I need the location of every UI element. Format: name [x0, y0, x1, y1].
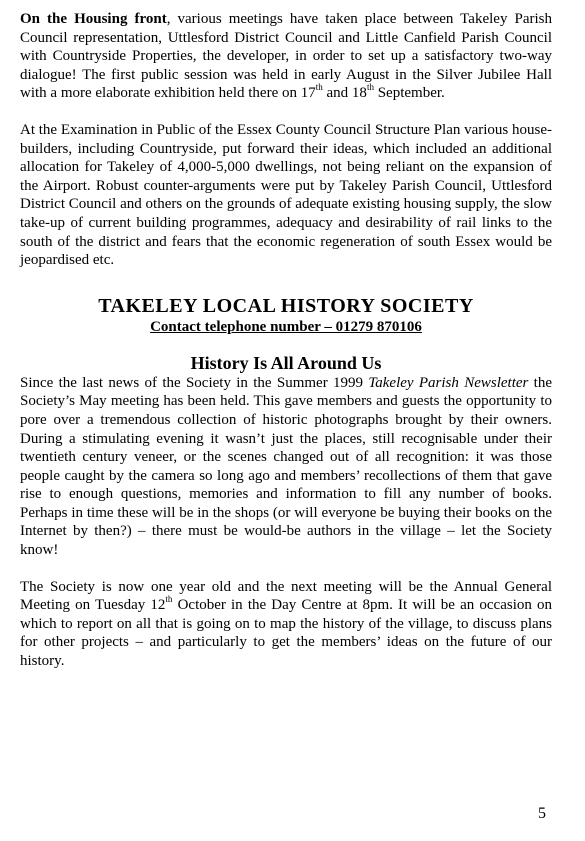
- history-p1-italic: Takeley Parish Newsletter: [368, 374, 529, 391]
- history-p2-text-a: The Society is now one year old and the next meeting will be the Annual General Meeting on Tuesday 12: [20, 578, 552, 614]
- history-p1-text-a: Since the last news of the Society in the Summer 1999: [20, 374, 369, 391]
- housing-text-b: and 18: [322, 85, 367, 102]
- housing-text-a: , various meetings have taken place between Takeley Parish Council representation, Uttlesford District Council and Little Canfield Parish Council with Countryside Properties, the developer, in order to set up a satisfactory two-way dialogue! The first public session was held in early August in the Silver Jubilee Hall with a more elaborate exhibition held there on 17: [20, 11, 552, 102]
- history-paragraph-1: [20, 374, 552, 560]
- history-p2-text-b: October in the Day Centre at 8pm. It will be an occasion on which to report on all that is going on to map the history of the village, to discuss plans for other projects – and particularly to get the members’ ideas on the future of our history.: [20, 597, 552, 670]
- page-number: 5: [538, 805, 546, 822]
- housing-sup-a: th: [315, 82, 323, 93]
- housing-sup-b: th: [366, 82, 374, 93]
- housing-lead: On the Housing front: [20, 11, 167, 27]
- housing-text-c: September.: [373, 85, 445, 102]
- history-p1-text-b: the Society’s May meeting has been held. This gave members and guests the opportunity to pore over a tremendous collection of historic photographs brought by their owners. During a stimulating evening it wasn’t just the places, still recognisable under their twentieth century veneer, or the scenes changed out of all recognition: it was those people caught by the camera so long ago and members’ recollections of them that gave rise to enough questions, memories and information to fill any number of books. Perhaps in time these will be in the shops (or will everyone be buying their books on the Internet by then?) – there must be would-be authors in the village – let the Society know!: [20, 374, 552, 559]
- history-p2-sup: th: [165, 594, 173, 605]
- newsletter-page: [20, 10, 552, 671]
- society-title: TAKELEY LOCAL HISTORY SOCIETY: [98, 294, 474, 317]
- society-contact: Contact telephone number – 01279 870106: [150, 318, 422, 335]
- housing-paragraph: [20, 10, 552, 103]
- examination-paragraph: At the Examination in Public of the Essex County Council Structure Plan various house-builders, including Countryside, put forward their ideas, which included an additional allocation for Takeley of 4,000-5,000 dwellings, not being reliant on the expansion of the Airport. Robust counter-arguments were put by Takeley Parish Council, Uttlesford District Council and others on the grounds of adequate existing housing supply, the slow take-up of current building programmes, adequacy and desirability of rail links to the south of the district and fears that the economic regeneration of south Essex would be jeopardised etc.: [20, 121, 553, 269]
- history-paragraph-2: [20, 578, 552, 671]
- history-heading: History Is All Around Us: [190, 352, 382, 373]
